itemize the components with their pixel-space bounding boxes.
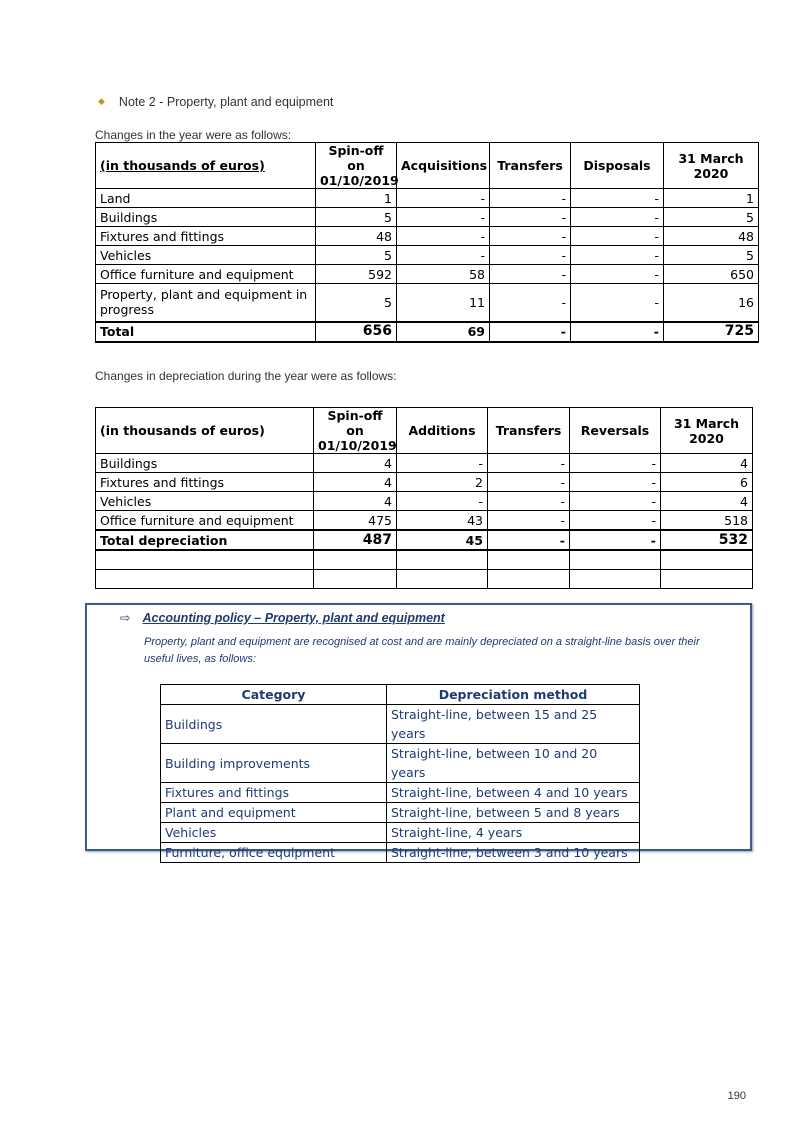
cell: - [488, 454, 570, 473]
row-label: Office furniture and equipment [96, 265, 316, 284]
col-header: Acquisitions [397, 143, 490, 189]
total-cell: - [571, 322, 664, 342]
row-label: Property, plant and equipment in progress [96, 284, 316, 322]
page-number: 190 [727, 1090, 746, 1102]
cell: - [571, 227, 664, 246]
empty-row [96, 550, 753, 570]
total-cell: 487 [314, 530, 397, 550]
table-row [161, 823, 640, 843]
cell: - [397, 454, 488, 473]
category-cell: Vehicles [161, 823, 387, 843]
empty-row [96, 570, 753, 589]
cell: 48 [316, 227, 397, 246]
table2-intro: Changes in depreciation during the year were as follows: [95, 369, 397, 383]
col-header: Transfers [488, 408, 570, 454]
cell: - [571, 246, 664, 265]
cell: - [490, 246, 571, 265]
row-label: Vehicles [96, 246, 316, 265]
cell: 1 [316, 189, 397, 208]
table-row [96, 246, 759, 265]
total-row [96, 322, 759, 342]
note-title: Note 2 - Property, plant and equipment [118, 95, 334, 109]
table-row [96, 265, 759, 284]
col-header: 31 March 2020 [661, 408, 753, 454]
ppe-changes-table [95, 142, 759, 343]
cell: - [571, 265, 664, 284]
table-row [161, 705, 640, 744]
table-row [96, 208, 759, 227]
row-label: Buildings [96, 454, 314, 473]
cell: 4 [314, 454, 397, 473]
col-header: Transfers [490, 143, 571, 189]
cell: - [490, 227, 571, 246]
col-header: Reversals [570, 408, 661, 454]
row-label: Fixtures and fittings [96, 473, 314, 492]
row-label: Land [96, 189, 316, 208]
method-cell: Straight-line, 4 years [387, 823, 640, 843]
cell: 518 [661, 511, 753, 531]
cell: 16 [664, 284, 759, 322]
cell: 5 [664, 246, 759, 265]
category-cell: Buildings [161, 705, 387, 744]
table-row [161, 843, 640, 863]
total-cell: 656 [316, 322, 397, 342]
cell: - [570, 473, 661, 492]
table-row [161, 803, 640, 823]
cell: 592 [316, 265, 397, 284]
col-header: Spin-off on 01/10/2019 [316, 143, 397, 189]
total-cell: - [488, 530, 570, 550]
policy-title [120, 610, 445, 625]
category-cell: Furniture, office equipment [161, 843, 387, 863]
depreciation-method-table [160, 684, 640, 863]
row-label: Office furniture and equipment [96, 511, 314, 531]
total-row [96, 530, 753, 550]
cell: 11 [397, 284, 490, 322]
method-cell: Straight-line, between 10 and 20 years [387, 744, 640, 783]
method-cell: Straight-line, between 5 and 8 years [387, 803, 640, 823]
table1-intro: Changes in the year were as follows: [95, 128, 292, 142]
col-header: (in thousands of euros) [96, 408, 314, 454]
cell: 48 [664, 227, 759, 246]
col-header: 31 March 2020 [664, 143, 759, 189]
cell: - [490, 208, 571, 227]
cell: - [488, 511, 570, 531]
cell: 43 [397, 511, 488, 531]
cell: 6 [661, 473, 753, 492]
col-header: Disposals [571, 143, 664, 189]
total-cell: 69 [397, 322, 490, 342]
table-row [96, 454, 753, 473]
col-header: Additions [397, 408, 488, 454]
cell: 2 [397, 473, 488, 492]
cell: 5 [316, 246, 397, 265]
method-cell: Straight-line, between 4 and 10 years [387, 783, 640, 803]
cell: - [488, 492, 570, 511]
cell: - [570, 511, 661, 531]
cell: 1 [664, 189, 759, 208]
total-cell: - [490, 322, 571, 342]
category-cell: Fixtures and fittings [161, 783, 387, 803]
total-cell: 45 [397, 530, 488, 550]
table-row [96, 492, 753, 511]
cell: 58 [397, 265, 490, 284]
cell: - [397, 492, 488, 511]
row-label: Fixtures and fittings [96, 227, 316, 246]
table-row [161, 783, 640, 803]
cell: 475 [314, 511, 397, 531]
cell: - [397, 189, 490, 208]
cell: - [571, 284, 664, 322]
category-cell: Building improvements [161, 744, 387, 783]
cell: - [397, 227, 490, 246]
cell: 4 [314, 492, 397, 511]
cell: - [397, 246, 490, 265]
policy-description: Property, plant and equipment are recognised at cost and are mainly depreciated on a straight-line basis over their useful lives, as follows: [144, 636, 700, 665]
category-cell: Plant and equipment [161, 803, 387, 823]
table-row [96, 511, 753, 531]
total-cell: 532 [661, 530, 753, 550]
table-row [96, 189, 759, 208]
cell: 5 [664, 208, 759, 227]
cell: - [571, 189, 664, 208]
row-label: Vehicles [96, 492, 314, 511]
cell: - [490, 284, 571, 322]
cell: - [488, 473, 570, 492]
table-row [96, 227, 759, 246]
col-header: Depreciation method [387, 685, 640, 705]
row-label: Buildings [96, 208, 316, 227]
table-row [161, 744, 640, 783]
cell: 5 [316, 284, 397, 322]
table-row [96, 284, 759, 322]
cell: 4 [314, 473, 397, 492]
total-label: Total [96, 322, 316, 342]
cell: 650 [664, 265, 759, 284]
depreciation-table [95, 407, 753, 589]
method-cell: Straight-line, between 15 and 25 years [387, 705, 640, 744]
policy-title-text: Accounting policy – Property, plant and equipment [142, 611, 445, 625]
cell: - [570, 492, 661, 511]
cell: 5 [316, 208, 397, 227]
cell: 4 [661, 492, 753, 511]
cell: - [570, 454, 661, 473]
note-heading [98, 95, 333, 109]
cell: - [490, 189, 571, 208]
col-header: Category [161, 685, 387, 705]
table-row [96, 473, 753, 492]
method-cell: Straight-line, between 3 and 10 years [387, 843, 640, 863]
total-label: Total depreciation [96, 530, 314, 550]
cell: 4 [661, 454, 753, 473]
col-header: Spin-off on 01/10/2019 [314, 408, 397, 454]
cell: - [571, 208, 664, 227]
cell: - [490, 265, 571, 284]
total-cell: 725 [664, 322, 759, 342]
arrow-right-icon: ⇨ [120, 611, 131, 625]
diamond-bullet-icon: ◆ [98, 96, 105, 106]
total-cell: - [570, 530, 661, 550]
col-header: (in thousands of euros) [96, 143, 316, 189]
cell: - [397, 208, 490, 227]
